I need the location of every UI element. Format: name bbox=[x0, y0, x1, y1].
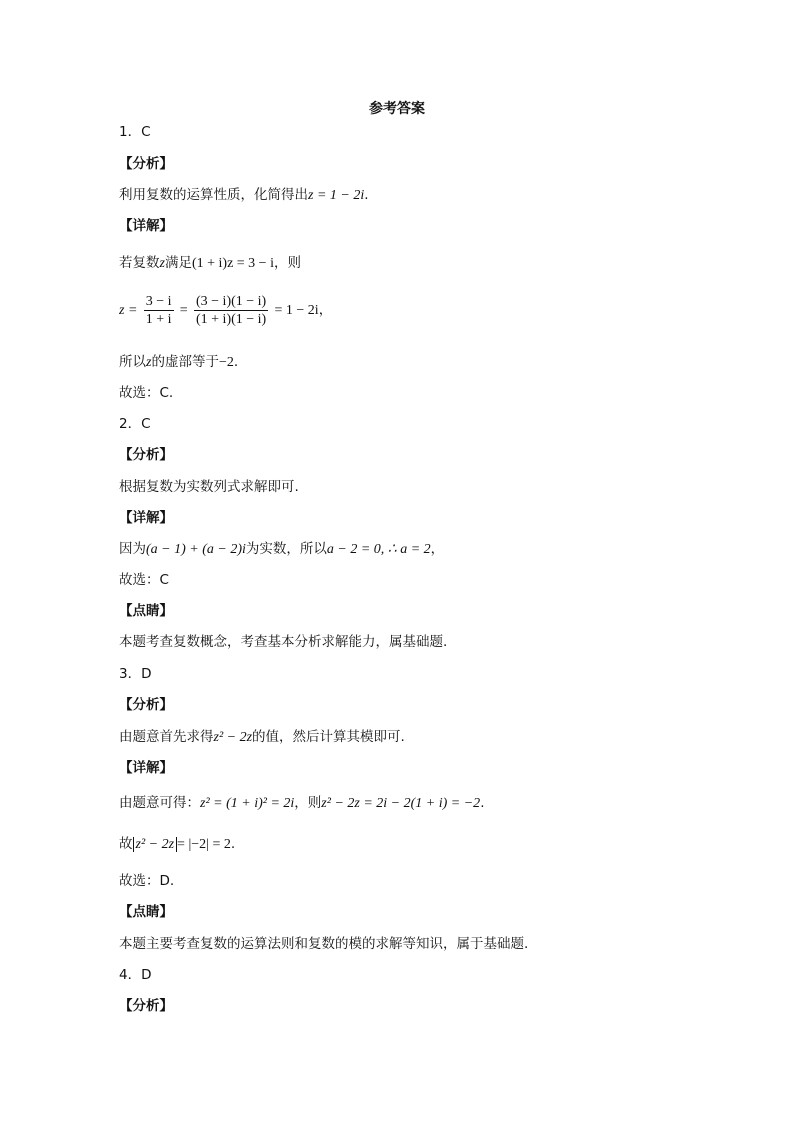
q3-equation-2: z² − 2z = 2i − 2(1 + i) = −2 bbox=[321, 796, 481, 811]
page-title: 参考答案 bbox=[369, 101, 425, 117]
q2-expression: (a − 1) + (a − 2)i bbox=[146, 542, 246, 557]
fraction-2: $\frac{(3 - i)(1 - i)}{(1 + i)(1 - i)}$ bbox=[196, 293, 267, 327]
q3-equation-1: z² = (1 + i)² = 2i bbox=[200, 796, 295, 811]
q1-detail-intro: 若复数z满足(1 + i)z = 3 − i，则 bbox=[119, 255, 301, 271]
q3-modulus: z² − 2z bbox=[133, 837, 178, 852]
q3-analysis-label: 【分析】 bbox=[119, 697, 173, 713]
q1-detail-label: 【详解】 bbox=[119, 218, 173, 234]
q2-analysis: 根据复数为实数列式求解即可. bbox=[119, 479, 299, 495]
q1-analysis-label: 【分析】 bbox=[119, 156, 173, 172]
q4-answer: 4．D bbox=[119, 967, 152, 983]
q2-equation: a − 2 = 0, ∴ a = 2 bbox=[326, 542, 431, 557]
q2-choice: 故选：C bbox=[119, 572, 169, 588]
q2-answer: 2．C bbox=[119, 416, 151, 432]
q1-analysis: 利用复数的运算性质，化简得出z = 1 − 2i. bbox=[119, 187, 369, 203]
q1-calculation: z = $\frac{3 - i}{1 + i}$ = $\frac{(3 - i)(1 - i)}{(1 + i)(1 - i)}$ = 1 − 2i， bbox=[119, 293, 333, 327]
fraction-1: $\frac{3 - i}{1 + i}$ bbox=[145, 293, 172, 327]
q1-answer: 1．C bbox=[119, 124, 151, 140]
q3-analysis: 由题意首先求得z² − 2z的值，然后计算其模即可. bbox=[119, 729, 405, 745]
q4-analysis-label: 【分析】 bbox=[119, 998, 173, 1014]
q3-analysis-formula: z² − 2z bbox=[213, 730, 253, 745]
q1-conclusion: 所以z的虚部等于−2. bbox=[119, 354, 239, 370]
q2-detail-label: 【详解】 bbox=[119, 510, 173, 526]
q2-comment: 本题考查复数概念，考查基本分析求解能力，属基础题. bbox=[119, 634, 448, 650]
q3-comment: 本题主要考查复数的运算法则和复数的模的求解等知识，属于基础题. bbox=[119, 936, 529, 952]
q3-detail-label: 【详解】 bbox=[119, 760, 173, 776]
q2-comment-label: 【点睛】 bbox=[119, 603, 173, 619]
q1-choice: 故选：C. bbox=[119, 385, 174, 401]
q3-detail: 由题意可得：z² = (1 + i)² = 2i，则z² − 2z = 2i − 2(1 + i) = −2. bbox=[119, 795, 485, 811]
q2-analysis-label: 【分析】 bbox=[119, 447, 173, 463]
q2-detail: 因为(a − 1) + (a − 2)i为实数，所以a − 2 = 0, ∴ a = 2， bbox=[119, 541, 445, 557]
q1-analysis-formula: z = 1 − 2i bbox=[308, 188, 365, 203]
q3-answer: 3．D bbox=[119, 666, 152, 682]
q1-condition-formula: (1 + i)z = 3 − i bbox=[191, 256, 274, 271]
q3-choice: 故选：D. bbox=[119, 873, 175, 889]
q3-therefore: 故 z² − 2z = |−2| = 2. bbox=[119, 836, 236, 852]
q3-comment-label: 【点睛】 bbox=[119, 904, 173, 920]
